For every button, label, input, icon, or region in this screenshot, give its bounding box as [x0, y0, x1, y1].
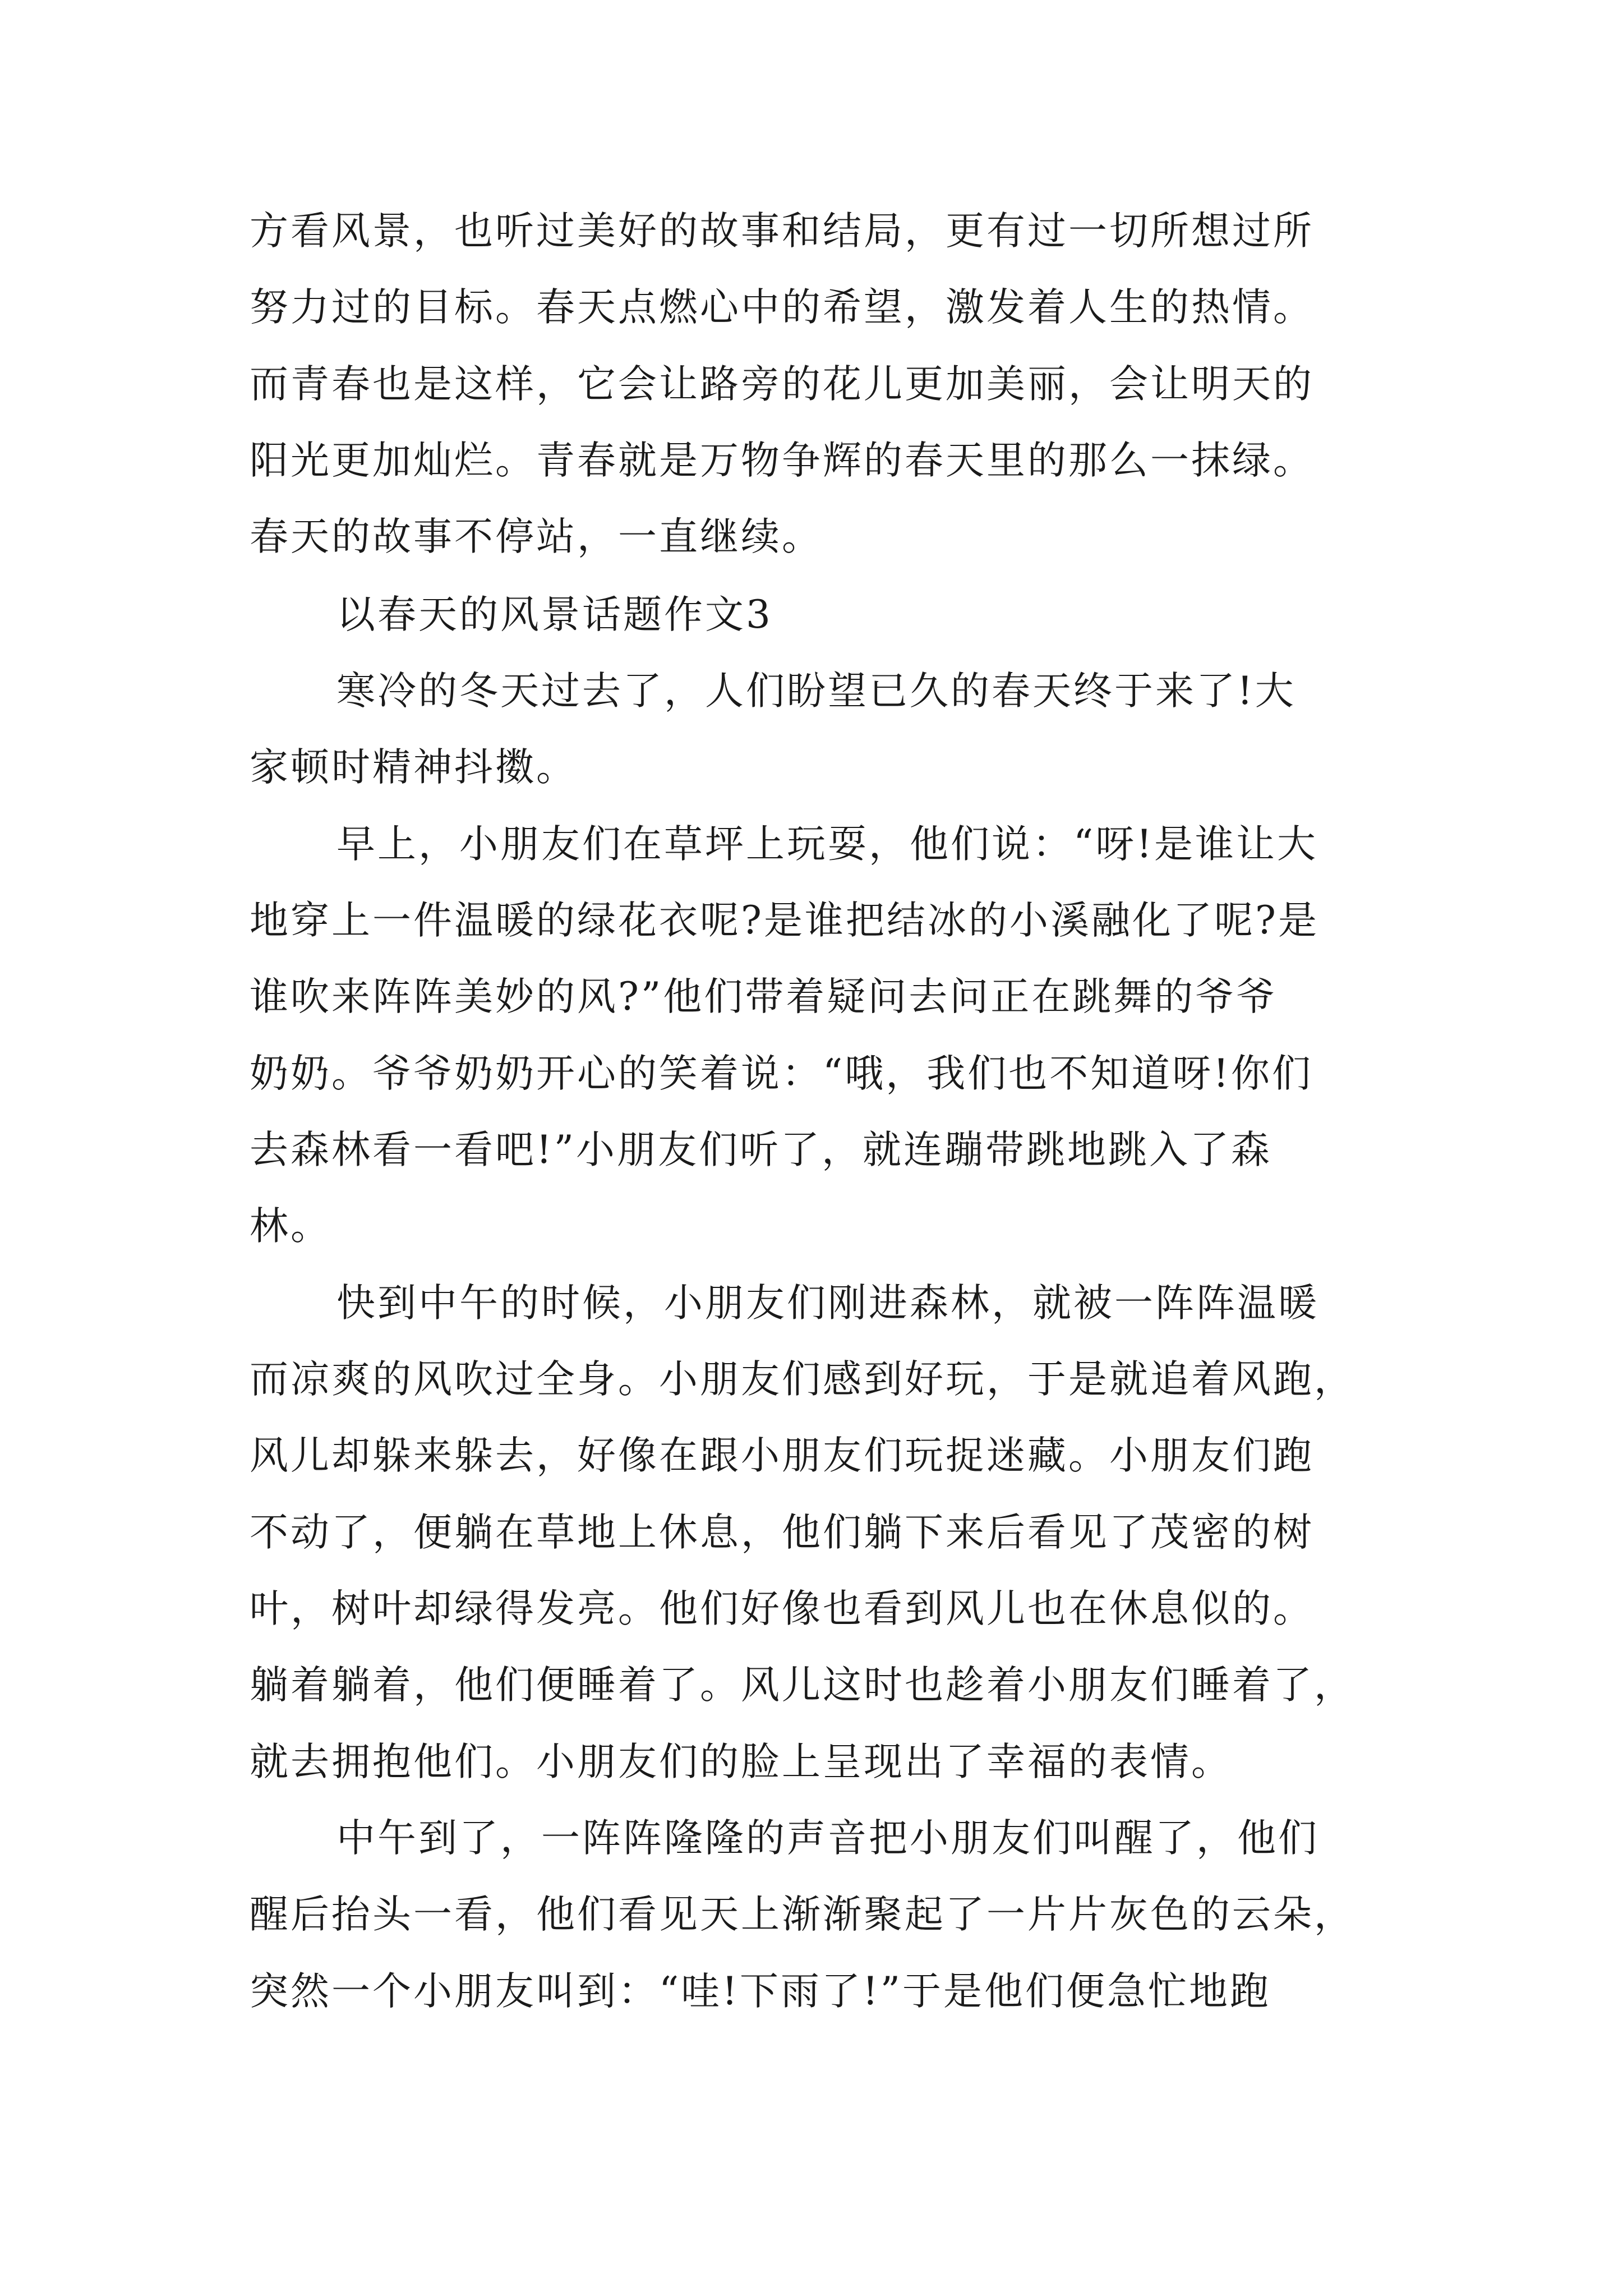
text-line: 醒后抬头一看，他们看见天上渐渐聚起了一片片灰色的云朵， — [250, 1892, 1355, 1937]
section-heading: 以春天的风景话题作文3 — [336, 592, 773, 637]
text-line: 奶奶。爷爷奶奶开心的笑着说：“哦，我们也不知道呀!你们 — [250, 1051, 1313, 1096]
text-line: 而青春也是这样，它会让路旁的花儿更加美丽，会让明天的 — [250, 362, 1314, 407]
text-line: 风儿却躲来躲去，好像在跟小朋友们玩捉迷藏。小朋友们跑 — [250, 1433, 1314, 1478]
text-line: 阳光更加灿烂。青春就是万物争辉的春天里的那么一抹绿。 — [250, 438, 1314, 483]
text-line: 春天的故事不停站，一直继续。 — [250, 514, 823, 559]
paragraph-start-line: 早上，小朋友们在草坪上玩耍，他们说：“呀!是谁让大 — [336, 822, 1318, 867]
text-line: 而凉爽的风吹过全身。小朋友们感到好玩，于是就追着风跑， — [250, 1357, 1355, 1402]
text-line: 躺着躺着，他们便睡着了。风儿这时也趁着小朋友们睡着了， — [250, 1663, 1355, 1708]
text-line: 方看风景，也听过美好的故事和结局，更有过一切所想过所 — [250, 209, 1314, 254]
paragraph-start-line: 中午到了，一阵阵隆隆的声音把小朋友们叫醒了，他们 — [336, 1816, 1319, 1861]
text-line: 就去拥抱他们。小朋友们的脸上呈现出了幸福的表情。 — [250, 1740, 1232, 1784]
text-line: 地穿上一件温暖的绿花衣呢?是谁把结冰的小溪融化了呢?是 — [250, 898, 1319, 943]
paragraph-start-line: 寒冷的冬天过去了，人们盼望已久的春天终于来了!大 — [336, 669, 1296, 714]
text-line: 突然一个小朋友叫到：“哇!下雨了!”于是他们便急忙地跑 — [250, 1969, 1271, 2014]
text-line: 不动了，便躺在草地上休息，他们躺下来后看见了茂密的树 — [250, 1510, 1314, 1555]
paragraph-start-line: 快到中午的时候，小朋友们刚进森林，就被一阵阵温暖 — [336, 1281, 1319, 1326]
text-line: 去森林看一看吧!”小朋友们听了，就连蹦带跳地跳入了森 — [250, 1128, 1272, 1172]
text-line: 叶，树叶却绿得发亮。他们好像也看到风儿也在休息似的。 — [250, 1586, 1314, 1631]
text-line: 谁吹来阵阵美妙的风?”他们带着疑问去问正在跳舞的爷爷 — [250, 974, 1278, 1019]
text-line: 林。 — [250, 1204, 331, 1249]
text-line: 努力过的目标。春天点燃心中的希望，激发着人生的热情。 — [250, 285, 1314, 330]
text-line: 家顿时精神抖擞。 — [250, 745, 577, 790]
